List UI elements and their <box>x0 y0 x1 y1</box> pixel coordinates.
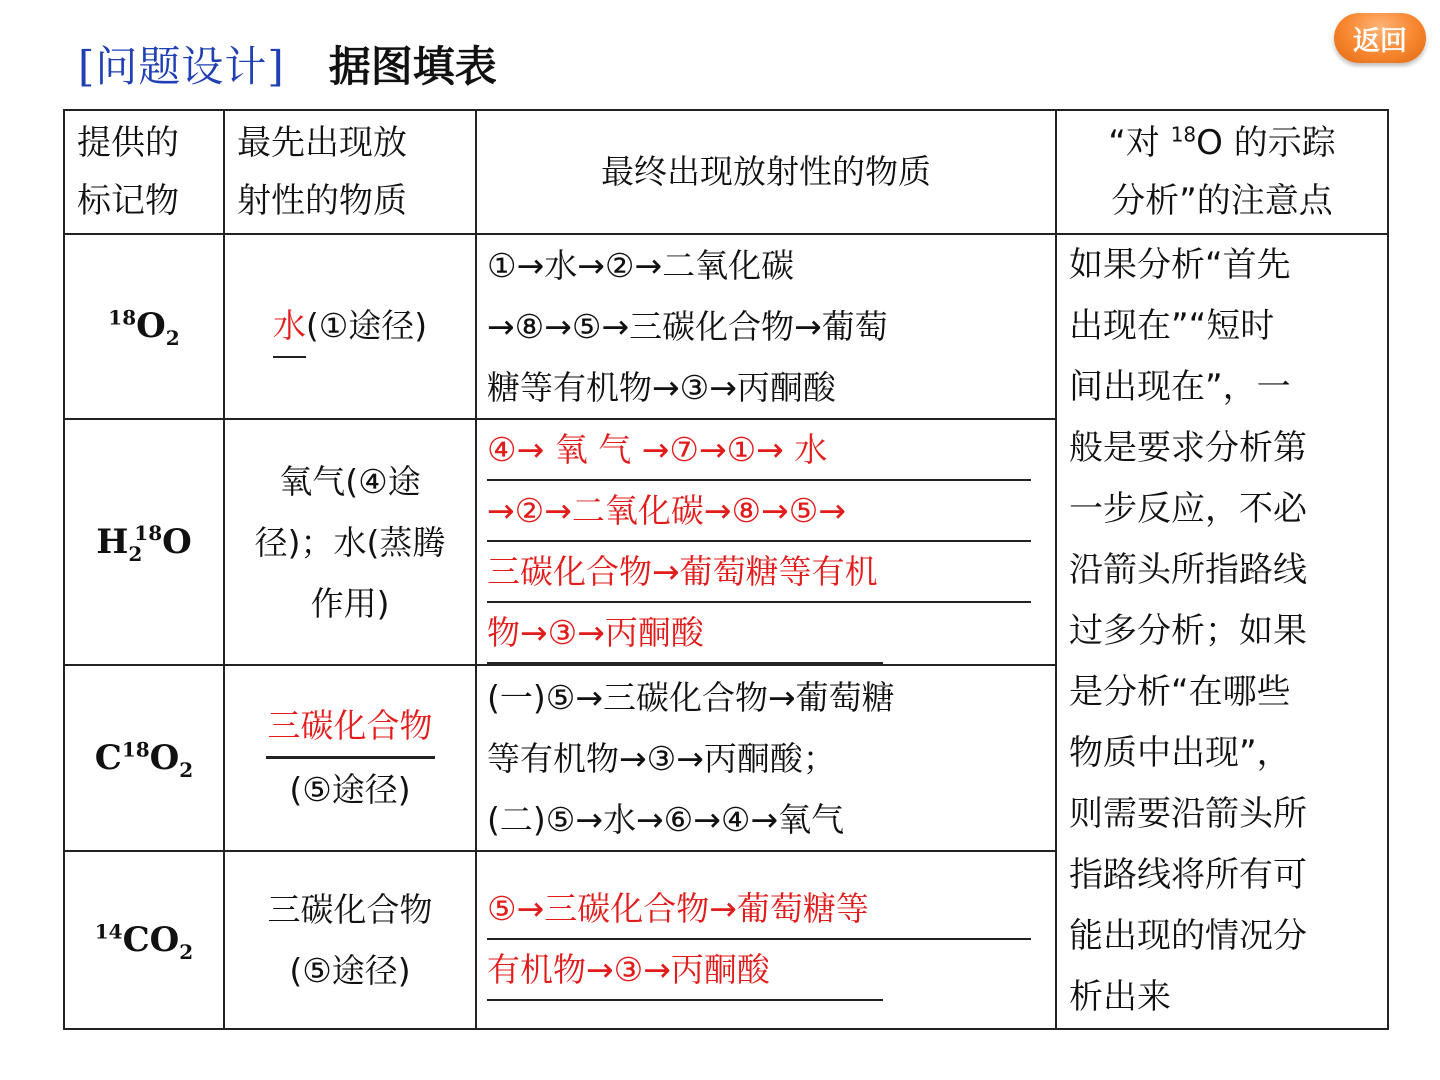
back-button[interactable]: 返回 <box>1334 13 1426 63</box>
header-marker-line: 标记物 <box>77 181 179 221</box>
tracer-table <box>63 109 1389 1030</box>
answer-fraction <box>266 696 435 821</box>
first-substance <box>224 234 476 419</box>
section-label: [问题设计] <box>78 42 285 91</box>
header-note <box>1056 110 1388 234</box>
first-line: 氧气(④途 <box>279 461 421 501</box>
answer-line: ⑤→三碳化合物→葡萄糖等 <box>487 879 1031 940</box>
header-note-line <box>1057 114 1387 172</box>
marker-sup: 18 <box>108 305 137 330</box>
note-line: 过多分析；如果 <box>1069 611 1307 651</box>
marker-base: O <box>136 306 166 346</box>
answer-line: →②→二氧化碳→⑧→⑤→ <box>487 481 1031 542</box>
table-header-row <box>64 110 1388 234</box>
header-first-line: 射性的物质 <box>237 181 407 221</box>
final-line: 糖等有机物→③→丙酮酸 <box>487 368 836 407</box>
marker-sup: 18 <box>121 737 150 762</box>
final-line: →⑧→⑤→三碳化合物→葡萄 <box>487 307 888 346</box>
marker-sub: 2 <box>128 541 143 566</box>
final-line: (一)⑤→三碳化合物→葡萄糖 <box>487 677 895 717</box>
header-marker-line: 提供的 <box>77 123 179 163</box>
marker-pre: H <box>96 521 129 562</box>
answer-text: 三碳化合物 <box>266 696 435 759</box>
section-heading: 据图填表 <box>328 42 497 91</box>
header-note-sup: 18 <box>1170 122 1197 147</box>
marker-18o2 <box>64 234 224 419</box>
marker-base: O <box>149 737 180 778</box>
final-substance <box>476 234 1056 419</box>
header-note-line: 分析”的注意点 <box>1111 181 1333 221</box>
first-line: (⑤途径) <box>289 951 411 990</box>
final-line: 等有机物→③→丙酮酸； <box>487 738 836 778</box>
note-line: 析出来 <box>1069 977 1171 1017</box>
marker-sub: 2 <box>179 757 194 782</box>
section-title <box>78 34 497 94</box>
note-line: 沿箭头所指路线 <box>1069 550 1307 590</box>
table-row <box>64 234 1388 419</box>
note-line: 般是要求分析第 <box>1069 428 1307 468</box>
note-line: 能出现的情况分 <box>1069 916 1307 956</box>
marker-sup: 14 <box>94 919 123 944</box>
marker-14co2 <box>64 851 224 1029</box>
marker-base: CO <box>122 919 180 960</box>
marker-h2-18o <box>64 419 224 665</box>
header-first-line: 最先出现放 <box>237 123 407 163</box>
first-substance <box>224 419 476 665</box>
note-line: 物质中出现”， <box>1069 733 1291 773</box>
note-line: 则需要沿箭头所 <box>1069 794 1307 834</box>
header-marker <box>64 110 224 234</box>
answer-line: 三碳化合物→葡萄糖等有机 <box>487 542 1031 603</box>
header-note-text: “对 <box>1108 123 1171 163</box>
answer-line: ④→ 氧 气 →⑦→①→ 水 <box>487 420 1031 481</box>
header-final: 最终出现放射性的物质 <box>476 110 1056 234</box>
marker-sub: 2 <box>179 939 194 964</box>
note-line: 出现在”“短时 <box>1069 306 1275 346</box>
note-line: 如果分析“首先 <box>1069 245 1291 285</box>
final-substance <box>476 851 1056 1029</box>
answer-line: 物→③→丙酮酸 <box>487 603 883 664</box>
first-rest: (⑤途径) <box>289 769 411 809</box>
note-line: 指路线将所有可 <box>1069 855 1307 895</box>
first-substance <box>224 665 476 851</box>
note-line: 是分析“在哪些 <box>1069 672 1291 712</box>
marker-sup: 18 <box>134 521 163 546</box>
header-note-text: O 的示踪 <box>1196 123 1336 163</box>
final-line: (二)⑤→水→⑥→④→氧气 <box>487 799 845 839</box>
note-cell <box>1056 234 1388 1029</box>
first-line: 作用) <box>310 583 390 623</box>
marker-c18o2 <box>64 665 224 851</box>
answer-line: 有机物→③→丙酮酸 <box>487 940 883 1001</box>
first-line: 三碳化合物 <box>267 890 433 929</box>
header-first <box>224 110 476 234</box>
note-line: 间出现在”，一 <box>1069 367 1291 407</box>
marker-iso <box>128 512 162 573</box>
first-substance <box>224 851 476 1029</box>
note-line: 一步反应，不必 <box>1069 489 1307 529</box>
marker-pre: C <box>94 737 122 778</box>
marker-base: O <box>162 521 192 562</box>
marker-sub: 2 <box>165 325 180 350</box>
first-line: 径)；水(蒸腾 <box>254 522 446 562</box>
first-rest: (①途径) <box>305 306 428 345</box>
answer-text: 水 <box>273 295 306 358</box>
final-substance <box>476 665 1056 851</box>
final-substance <box>476 419 1056 665</box>
final-line: ①→水→②→二氧化碳 <box>487 246 795 285</box>
